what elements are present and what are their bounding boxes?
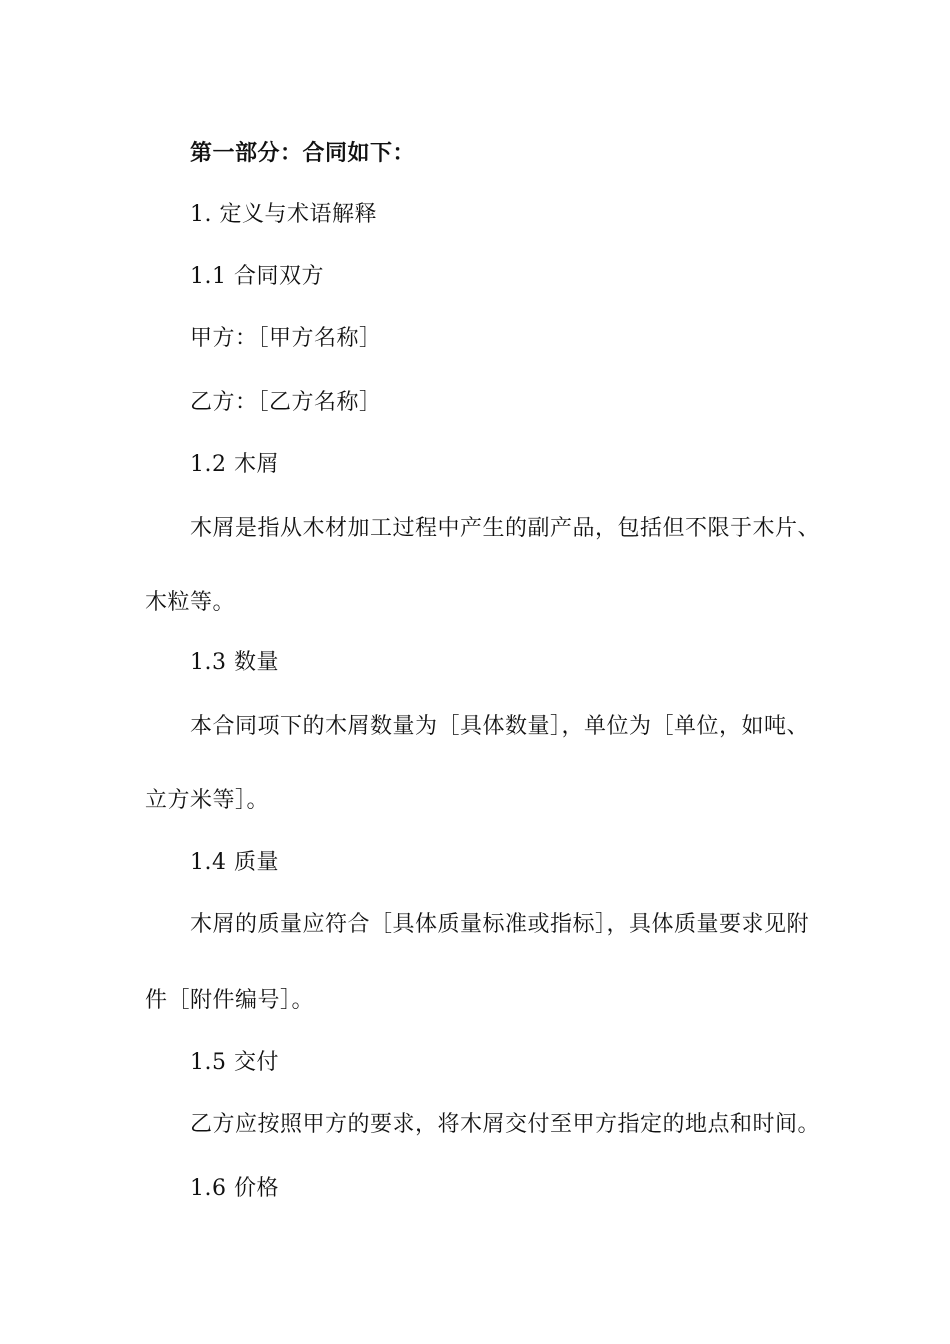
party-a-line: 甲方：［甲方名称］ (190, 326, 382, 351)
clause-heading-1-4: 1.4 质量 (190, 850, 279, 875)
clause-1-3-body-line-1: 本合同项下的木屑数量为［具体数量］，单位为［单位，如吨、 (190, 714, 810, 739)
clause-1-5-body-line-1: 乙方应按照甲方的要求，将木屑交付至甲方指定的地点和时间。 (190, 1112, 821, 1137)
clause-1-2-body-line-1: 木屑是指从木材加工过程中产生的副产品，包括但不限于木片、 (190, 516, 821, 541)
party-b-line: 乙方：［乙方名称］ (190, 390, 382, 415)
clause-heading-1-6: 1.6 价格 (190, 1176, 279, 1201)
clause-1-2-body-line-2: 木粒等。 (145, 590, 236, 615)
clause-heading-1: 1. 定义与术语解释 (190, 202, 377, 227)
section-title: 第一部分：合同如下： (190, 140, 416, 166)
clause-heading-1-3: 1.3 数量 (190, 650, 279, 675)
clause-1-4-body-line-2: 件［附件编号］。 (145, 988, 315, 1013)
clause-heading-1-1: 1.1 合同双方 (190, 264, 324, 289)
clause-1-4-body-line-1: 木屑的质量应符合［具体质量标准或指标］，具体质量要求见附 (190, 912, 810, 937)
clause-heading-1-2: 1.2 木屑 (190, 452, 279, 477)
clause-1-3-body-line-2: 立方米等］。 (145, 788, 270, 813)
clause-heading-1-5: 1.5 交付 (190, 1050, 279, 1075)
